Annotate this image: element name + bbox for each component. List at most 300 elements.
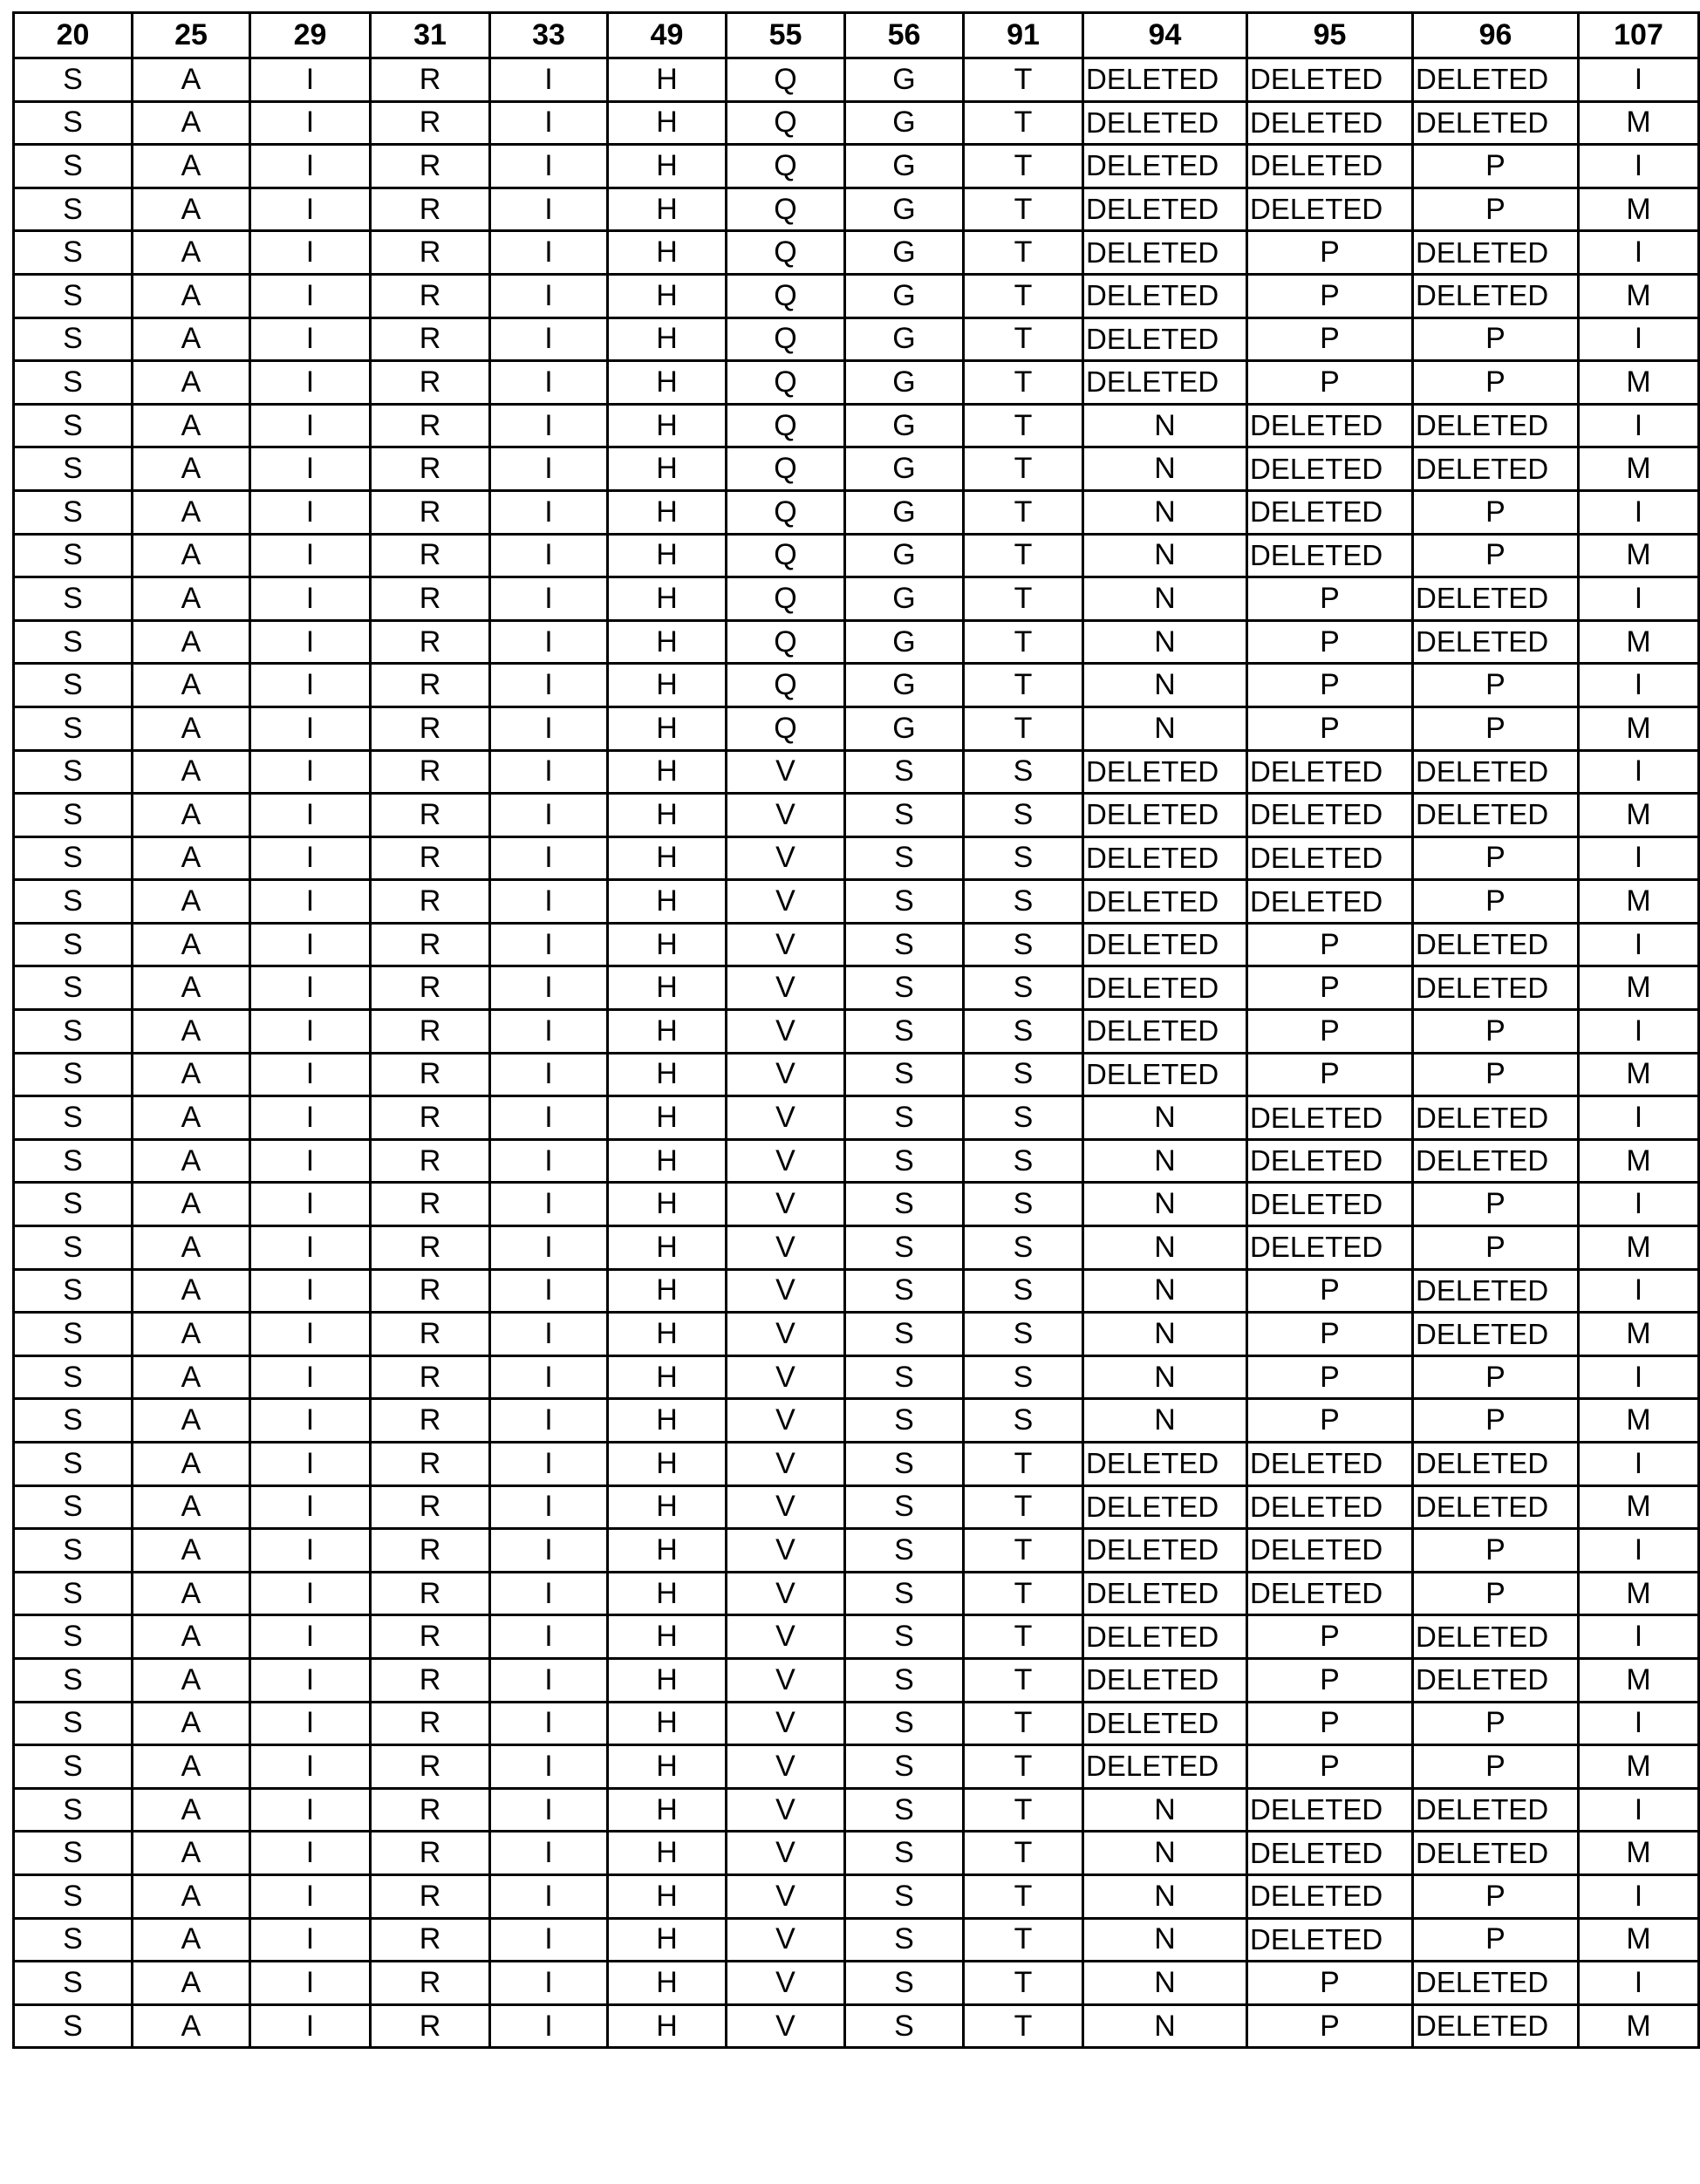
table-row bbox=[14, 1485, 1699, 1529]
table-cell: H bbox=[608, 1745, 727, 1789]
table-row bbox=[14, 1443, 1699, 1486]
table-cell: A bbox=[133, 1962, 250, 2005]
table-cell: H bbox=[608, 836, 727, 880]
table-cell: P bbox=[1413, 1010, 1579, 1054]
table-cell: S bbox=[14, 274, 133, 317]
table-cell: S bbox=[964, 966, 1083, 1010]
table-cell: A bbox=[133, 1443, 250, 1486]
table-cell: S bbox=[14, 1745, 133, 1789]
table-cell: I bbox=[250, 1313, 371, 1356]
table-cell: R bbox=[371, 664, 490, 707]
table-cell: I bbox=[490, 1745, 608, 1789]
table-row bbox=[14, 880, 1699, 924]
table-cell: V bbox=[727, 1788, 845, 1832]
table-cell: I bbox=[250, 966, 371, 1010]
table-cell: DELETED bbox=[1413, 231, 1579, 275]
table-cell: N bbox=[1083, 447, 1247, 491]
table-cell: I bbox=[250, 1399, 371, 1443]
table-cell: I bbox=[250, 1269, 371, 1313]
table-cell: H bbox=[608, 1226, 727, 1270]
table-cell: I bbox=[250, 1788, 371, 1832]
table-cell: M bbox=[1579, 447, 1699, 491]
table-row bbox=[14, 1572, 1699, 1615]
table-cell: I bbox=[490, 317, 608, 361]
table-cell: I bbox=[490, 1485, 608, 1529]
table-cell: H bbox=[608, 145, 727, 188]
table-cell: R bbox=[371, 1399, 490, 1443]
table-row bbox=[14, 1269, 1699, 1313]
table-cell: R bbox=[371, 1745, 490, 1789]
table-cell: S bbox=[964, 1010, 1083, 1054]
table-cell: I bbox=[490, 1269, 608, 1313]
table-cell: H bbox=[608, 231, 727, 275]
table-cell: I bbox=[490, 231, 608, 275]
table-cell: S bbox=[14, 794, 133, 837]
table-cell: I bbox=[490, 1874, 608, 1918]
table-row bbox=[14, 620, 1699, 664]
table-row bbox=[14, 750, 1699, 794]
table-cell: S bbox=[14, 1874, 133, 1918]
table-cell: T bbox=[964, 1572, 1083, 1615]
table-cell: M bbox=[1579, 1572, 1699, 1615]
table-cell: I bbox=[250, 231, 371, 275]
table-cell: S bbox=[14, 145, 133, 188]
table-cell: I bbox=[1579, 577, 1699, 621]
table-cell: R bbox=[371, 1183, 490, 1226]
table-cell: S bbox=[845, 1788, 964, 1832]
table-cell: T bbox=[964, 1788, 1083, 1832]
table-cell: I bbox=[1579, 1615, 1699, 1659]
table-cell: H bbox=[608, 1485, 727, 1529]
table-cell: DELETED bbox=[1083, 1745, 1247, 1789]
table-cell: DELETED bbox=[1247, 490, 1413, 534]
table-cell: DELETED bbox=[1413, 1096, 1579, 1140]
table-cell: H bbox=[608, 750, 727, 794]
table-cell: DELETED bbox=[1247, 1874, 1413, 1918]
table-cell: DELETED bbox=[1247, 880, 1413, 924]
table-cell: DELETED bbox=[1247, 1443, 1413, 1486]
table-row bbox=[14, 101, 1699, 145]
table-cell: S bbox=[14, 1183, 133, 1226]
table-cell: A bbox=[133, 1269, 250, 1313]
table-cell: M bbox=[1579, 1399, 1699, 1443]
table-row bbox=[14, 577, 1699, 621]
table-cell: M bbox=[1579, 706, 1699, 750]
table-cell: M bbox=[1579, 2004, 1699, 2048]
table-cell: S bbox=[845, 880, 964, 924]
table-cell: I bbox=[250, 750, 371, 794]
table-cell: V bbox=[727, 1399, 845, 1443]
table-cell: M bbox=[1579, 1139, 1699, 1183]
table-cell: I bbox=[490, 1010, 608, 1054]
table-cell: DELETED bbox=[1247, 101, 1413, 145]
table-cell: M bbox=[1579, 1832, 1699, 1875]
table-cell: I bbox=[250, 706, 371, 750]
table-cell: H bbox=[608, 706, 727, 750]
table-cell: I bbox=[1579, 58, 1699, 102]
table-cell: R bbox=[371, 1443, 490, 1486]
table-cell: DELETED bbox=[1413, 447, 1579, 491]
table-cell: I bbox=[490, 1832, 608, 1875]
table-cell: DELETED bbox=[1413, 1269, 1579, 1313]
table-cell: I bbox=[250, 1139, 371, 1183]
table-cell: S bbox=[14, 447, 133, 491]
table-cell: R bbox=[371, 1702, 490, 1745]
table-cell: S bbox=[845, 1572, 964, 1615]
table-cell: N bbox=[1083, 1788, 1247, 1832]
table-cell: P bbox=[1247, 1658, 1413, 1702]
table-cell: S bbox=[14, 58, 133, 102]
table-cell: I bbox=[250, 1745, 371, 1789]
table-cell: H bbox=[608, 1832, 727, 1875]
table-cell: I bbox=[490, 361, 608, 405]
table-cell: R bbox=[371, 188, 490, 231]
table-cell: DELETED bbox=[1413, 58, 1579, 102]
table-cell: T bbox=[964, 1658, 1083, 1702]
table-cell: I bbox=[490, 534, 608, 577]
table-cell: I bbox=[1579, 1010, 1699, 1054]
table-cell: G bbox=[845, 317, 964, 361]
table-row bbox=[14, 490, 1699, 534]
table-cell: I bbox=[250, 1053, 371, 1096]
table-cell: M bbox=[1579, 880, 1699, 924]
table-cell: P bbox=[1247, 1399, 1413, 1443]
table-cell: T bbox=[964, 404, 1083, 447]
table-cell: H bbox=[608, 1788, 727, 1832]
table-cell: I bbox=[1579, 1096, 1699, 1140]
table-cell: S bbox=[845, 794, 964, 837]
table-cell: R bbox=[371, 1918, 490, 1962]
table-row bbox=[14, 1918, 1699, 1962]
table-cell: I bbox=[1579, 1443, 1699, 1486]
table-cell: DELETED bbox=[1083, 794, 1247, 837]
table-cell: Q bbox=[727, 188, 845, 231]
table-row bbox=[14, 188, 1699, 231]
table-cell: S bbox=[964, 1183, 1083, 1226]
table-cell: DELETED bbox=[1247, 404, 1413, 447]
table-cell: Q bbox=[727, 317, 845, 361]
table-cell: DELETED bbox=[1083, 966, 1247, 1010]
table-cell: R bbox=[371, 58, 490, 102]
column-header: 96 bbox=[1413, 13, 1579, 58]
table-cell: V bbox=[727, 1355, 845, 1399]
table-cell: I bbox=[250, 794, 371, 837]
table-cell: I bbox=[1579, 317, 1699, 361]
table-cell: A bbox=[133, 404, 250, 447]
table-row bbox=[14, 1355, 1699, 1399]
table-cell: I bbox=[1579, 1962, 1699, 2005]
table-cell: P bbox=[1413, 1355, 1579, 1399]
table-cell: P bbox=[1247, 1702, 1413, 1745]
table-cell: P bbox=[1413, 836, 1579, 880]
table-cell: R bbox=[371, 1010, 490, 1054]
table-cell: T bbox=[964, 1874, 1083, 1918]
table-cell: G bbox=[845, 404, 964, 447]
table-cell: I bbox=[1579, 923, 1699, 966]
table-cell: DELETED bbox=[1083, 1615, 1247, 1659]
table-header-row bbox=[14, 13, 1699, 58]
table-cell: M bbox=[1579, 794, 1699, 837]
table-row bbox=[14, 664, 1699, 707]
table-cell: A bbox=[133, 1226, 250, 1270]
table-cell: V bbox=[727, 1702, 845, 1745]
table-cell: N bbox=[1083, 1313, 1247, 1356]
table-cell: H bbox=[608, 1918, 727, 1962]
table-cell: DELETED bbox=[1413, 1615, 1579, 1659]
table-cell: DELETED bbox=[1413, 1139, 1579, 1183]
table-cell: I bbox=[490, 1615, 608, 1659]
table-cell: I bbox=[250, 1615, 371, 1659]
table-cell: DELETED bbox=[1083, 231, 1247, 275]
table-row bbox=[14, 231, 1699, 275]
table-cell: P bbox=[1247, 1010, 1413, 1054]
table-cell: DELETED bbox=[1247, 1226, 1413, 1270]
table-cell: A bbox=[133, 1874, 250, 1918]
column-header: 55 bbox=[727, 13, 845, 58]
table-cell: R bbox=[371, 836, 490, 880]
table-cell: I bbox=[250, 1355, 371, 1399]
table-cell: G bbox=[845, 447, 964, 491]
table-cell: I bbox=[250, 1096, 371, 1140]
table-cell: R bbox=[371, 1572, 490, 1615]
table-cell: I bbox=[490, 1096, 608, 1140]
table-cell: S bbox=[845, 923, 964, 966]
table-row bbox=[14, 1139, 1699, 1183]
table-cell: V bbox=[727, 1313, 845, 1356]
table-cell: I bbox=[1579, 1874, 1699, 1918]
table-cell: A bbox=[133, 447, 250, 491]
table-cell: I bbox=[250, 2004, 371, 2048]
table-cell: A bbox=[133, 1096, 250, 1140]
table-cell: H bbox=[608, 274, 727, 317]
table-cell: S bbox=[14, 1399, 133, 1443]
table-cell: DELETED bbox=[1083, 1658, 1247, 1702]
table-cell: S bbox=[14, 404, 133, 447]
table-cell: S bbox=[14, 706, 133, 750]
table-cell: I bbox=[250, 1485, 371, 1529]
table-cell: DELETED bbox=[1413, 1658, 1579, 1702]
table-cell: S bbox=[14, 1355, 133, 1399]
table-cell: T bbox=[964, 620, 1083, 664]
table-cell: DELETED bbox=[1247, 1832, 1413, 1875]
column-header: 25 bbox=[133, 13, 250, 58]
table-cell: I bbox=[250, 361, 371, 405]
table-cell: V bbox=[727, 1443, 845, 1486]
table-cell: A bbox=[133, 1615, 250, 1659]
table-cell: I bbox=[490, 490, 608, 534]
table-cell: DELETED bbox=[1413, 2004, 1579, 2048]
table-cell: A bbox=[133, 1788, 250, 1832]
table-cell: I bbox=[250, 534, 371, 577]
table-row bbox=[14, 836, 1699, 880]
table-cell: A bbox=[133, 1399, 250, 1443]
table-cell: A bbox=[133, 1918, 250, 1962]
table-cell: I bbox=[490, 145, 608, 188]
column-header: 107 bbox=[1579, 13, 1699, 58]
table-cell: S bbox=[845, 1139, 964, 1183]
table-cell: T bbox=[964, 317, 1083, 361]
table-row bbox=[14, 794, 1699, 837]
table-cell: S bbox=[14, 361, 133, 405]
table-cell: P bbox=[1413, 706, 1579, 750]
table-cell: S bbox=[14, 1485, 133, 1529]
table-cell: DELETED bbox=[1083, 1485, 1247, 1529]
table-cell: N bbox=[1083, 706, 1247, 750]
table-cell: P bbox=[1247, 664, 1413, 707]
table-cell: S bbox=[845, 1183, 964, 1226]
table-cell: P bbox=[1247, 1053, 1413, 1096]
table-cell: N bbox=[1083, 404, 1247, 447]
table-cell: P bbox=[1247, 620, 1413, 664]
table-cell: M bbox=[1579, 361, 1699, 405]
table-cell: S bbox=[845, 1918, 964, 1962]
table-cell: P bbox=[1413, 361, 1579, 405]
table-cell: S bbox=[14, 1788, 133, 1832]
table-cell: I bbox=[250, 1226, 371, 1270]
table-cell: S bbox=[845, 2004, 964, 2048]
table-cell: V bbox=[727, 966, 845, 1010]
table-cell: I bbox=[490, 706, 608, 750]
table-cell: I bbox=[250, 620, 371, 664]
table-row bbox=[14, 1096, 1699, 1140]
table-cell: A bbox=[133, 490, 250, 534]
table-cell: N bbox=[1083, 577, 1247, 621]
column-header: 56 bbox=[845, 13, 964, 58]
table-cell: S bbox=[14, 836, 133, 880]
table-row bbox=[14, 1702, 1699, 1745]
table-cell: A bbox=[133, 58, 250, 102]
table-cell: I bbox=[1579, 1529, 1699, 1573]
table-cell: T bbox=[964, 1702, 1083, 1745]
table-cell: S bbox=[14, 1139, 133, 1183]
table-cell: R bbox=[371, 1139, 490, 1183]
table-cell: DELETED bbox=[1083, 145, 1247, 188]
table-cell: M bbox=[1579, 620, 1699, 664]
table-cell: P bbox=[1413, 145, 1579, 188]
table-cell: N bbox=[1083, 1139, 1247, 1183]
table-cell: S bbox=[964, 1053, 1083, 1096]
table-cell: S bbox=[14, 1572, 133, 1615]
table-cell: S bbox=[14, 1529, 133, 1573]
table-cell: T bbox=[964, 534, 1083, 577]
table-cell: I bbox=[490, 1529, 608, 1573]
table-cell: G bbox=[845, 231, 964, 275]
table-cell: H bbox=[608, 1874, 727, 1918]
table-cell: R bbox=[371, 1053, 490, 1096]
table-cell: R bbox=[371, 1874, 490, 1918]
column-header: 33 bbox=[490, 13, 608, 58]
table-cell: DELETED bbox=[1083, 1443, 1247, 1486]
table-cell: P bbox=[1247, 923, 1413, 966]
table-cell: A bbox=[133, 966, 250, 1010]
table-cell: A bbox=[133, 1529, 250, 1573]
table-cell: R bbox=[371, 1788, 490, 1832]
table-cell: S bbox=[964, 1139, 1083, 1183]
table-cell: S bbox=[14, 1962, 133, 2005]
table-cell: P bbox=[1413, 534, 1579, 577]
table-cell: I bbox=[250, 923, 371, 966]
table-cell: R bbox=[371, 577, 490, 621]
table-cell: I bbox=[490, 1183, 608, 1226]
table-cell: DELETED bbox=[1247, 794, 1413, 837]
table-cell: DELETED bbox=[1247, 534, 1413, 577]
table-cell: I bbox=[490, 620, 608, 664]
table-cell: M bbox=[1579, 1658, 1699, 1702]
table-cell: A bbox=[133, 1313, 250, 1356]
table-cell: DELETED bbox=[1413, 966, 1579, 1010]
table-cell: DELETED bbox=[1083, 1053, 1247, 1096]
table-cell: M bbox=[1579, 966, 1699, 1010]
column-header: 49 bbox=[608, 13, 727, 58]
table-cell: H bbox=[608, 58, 727, 102]
table-cell: DELETED bbox=[1083, 1572, 1247, 1615]
table-cell: R bbox=[371, 880, 490, 924]
table-cell: H bbox=[608, 1139, 727, 1183]
table-cell: I bbox=[250, 58, 371, 102]
table-cell: V bbox=[727, 836, 845, 880]
table-cell: DELETED bbox=[1083, 923, 1247, 966]
table-cell: I bbox=[490, 101, 608, 145]
table-cell: DELETED bbox=[1413, 1485, 1579, 1529]
table-cell: V bbox=[727, 794, 845, 837]
table-cell: T bbox=[964, 706, 1083, 750]
table-cell: Q bbox=[727, 706, 845, 750]
table-cell: G bbox=[845, 620, 964, 664]
table-cell: H bbox=[608, 1313, 727, 1356]
table-cell: V bbox=[727, 1010, 845, 1054]
table-cell: I bbox=[250, 1183, 371, 1226]
table-cell: DELETED bbox=[1083, 1010, 1247, 1054]
table-cell: S bbox=[845, 750, 964, 794]
table-cell: S bbox=[964, 794, 1083, 837]
table-cell: R bbox=[371, 534, 490, 577]
table-cell: T bbox=[964, 1443, 1083, 1486]
table-cell: V bbox=[727, 1918, 845, 1962]
table-cell: P bbox=[1247, 1269, 1413, 1313]
table-cell: A bbox=[133, 664, 250, 707]
table-cell: I bbox=[250, 880, 371, 924]
table-cell: A bbox=[133, 577, 250, 621]
table-cell: P bbox=[1247, 1745, 1413, 1789]
table-cell: H bbox=[608, 923, 727, 966]
table-cell: N bbox=[1083, 1355, 1247, 1399]
table-cell: S bbox=[14, 966, 133, 1010]
table-cell: P bbox=[1247, 274, 1413, 317]
table-cell: P bbox=[1413, 1745, 1579, 1789]
table-cell: T bbox=[964, 1832, 1083, 1875]
table-cell: R bbox=[371, 1355, 490, 1399]
table-cell: T bbox=[964, 1962, 1083, 2005]
table-cell: I bbox=[1579, 404, 1699, 447]
table-cell: S bbox=[845, 1745, 964, 1789]
table-cell: M bbox=[1579, 1745, 1699, 1789]
table-row bbox=[14, 1529, 1699, 1573]
table-cell: S bbox=[964, 1226, 1083, 1270]
table-cell: M bbox=[1579, 274, 1699, 317]
table-cell: S bbox=[964, 836, 1083, 880]
table-cell: I bbox=[250, 317, 371, 361]
table-cell: DELETED bbox=[1083, 188, 1247, 231]
table-cell: R bbox=[371, 404, 490, 447]
table-cell: I bbox=[250, 490, 371, 534]
table-cell: P bbox=[1413, 664, 1579, 707]
table-cell: I bbox=[250, 1962, 371, 2005]
table-cell: DELETED bbox=[1083, 880, 1247, 924]
table-cell: A bbox=[133, 1832, 250, 1875]
table-cell: V bbox=[727, 1485, 845, 1529]
table-cell: DELETED bbox=[1413, 750, 1579, 794]
table-cell: P bbox=[1247, 706, 1413, 750]
